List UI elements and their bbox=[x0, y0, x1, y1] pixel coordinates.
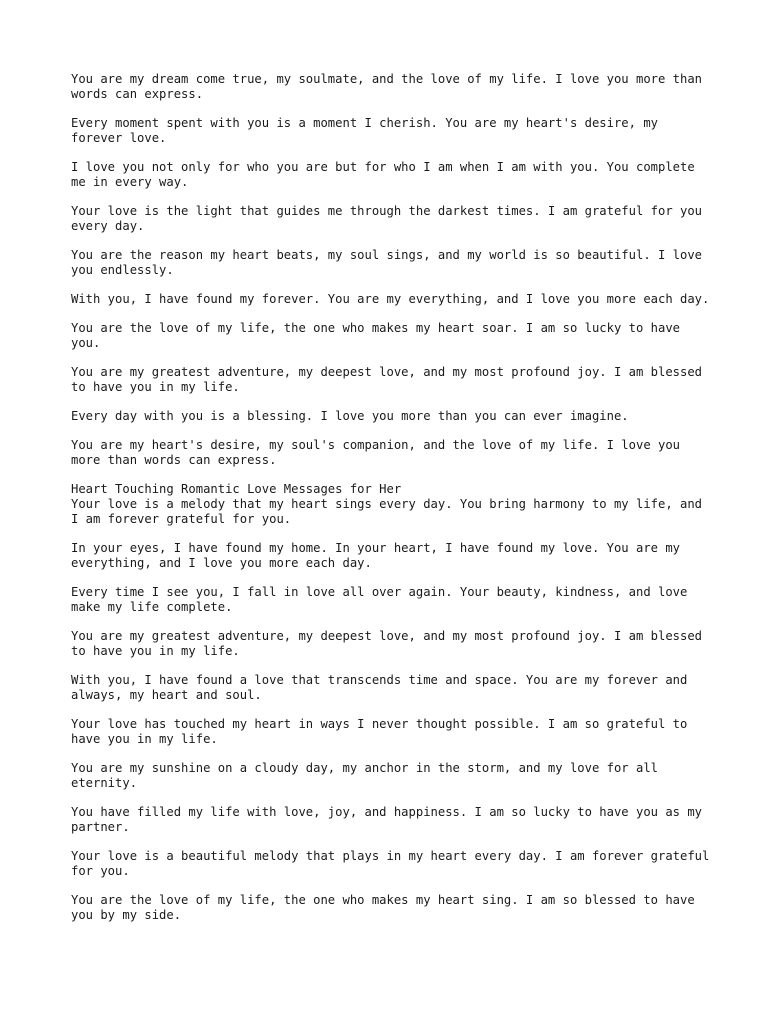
paragraph: Every time I see you, I fall in love all over again. Your beauty, kindness, and love make my life complete. bbox=[71, 585, 688, 614]
paragraph: In your eyes, I have found my home. In your heart, I have found my love. You are my everything, and I love you more each day. bbox=[71, 541, 681, 570]
paragraph: You are the reason my heart beats, my soul sings, and my world is so beautiful. I love you endlessly. bbox=[71, 248, 703, 277]
paragraph: You have filled my life with love, joy, and happiness. I am so lucky to have you as my partner. bbox=[71, 805, 703, 834]
paragraph: With you, I have found a love that transcends time and space. You are my forever and always, my heart and soul. bbox=[71, 673, 688, 702]
section-heading: Heart Touching Romantic Love Messages for Her bbox=[71, 482, 402, 496]
paragraph: You are the love of my life, the one who makes my heart soar. I am so lucky to have you. bbox=[71, 321, 681, 350]
document-page bbox=[71, 72, 711, 937]
paragraph: I love you not only for who you are but for who I am when I am with you. You complete me in every way. bbox=[71, 160, 695, 189]
paragraph: With you, I have found my forever. You are my everything, and I love you more each day. bbox=[71, 292, 710, 306]
paragraph: You are my greatest adventure, my deepest love, and my most profound joy. I am blessed to have you in my life. bbox=[71, 365, 703, 394]
paragraph: Your love has touched my heart in ways I never thought possible. I am so grateful to have you in my life. bbox=[71, 717, 688, 746]
paragraph: Your love is the light that guides me through the darkest times. I am grateful for you every day. bbox=[71, 204, 703, 233]
paragraph: Your love is a melody that my heart sings every day. You bring harmony to my life, and I am forever grateful for you. bbox=[71, 497, 703, 526]
paragraph: Every moment spent with you is a moment I cherish. You are my heart's desire, my forever love. bbox=[71, 116, 658, 145]
paragraph: You are my heart's desire, my soul's companion, and the love of my life. I love you more than words can express. bbox=[71, 438, 681, 467]
paragraph: You are my dream come true, my soulmate, and the love of my life. I love you more than words can express. bbox=[71, 72, 703, 101]
paragraph: Your love is a beautiful melody that plays in my heart every day. I am forever grateful for you. bbox=[71, 849, 710, 878]
paragraph: You are my greatest adventure, my deepest love, and my most profound joy. I am blessed to have you in my life. bbox=[71, 629, 703, 658]
paragraph: Every day with you is a blessing. I love you more than you can ever imagine. bbox=[71, 409, 629, 423]
paragraph: You are the love of my life, the one who makes my heart sing. I am so blessed to have you by my side. bbox=[71, 893, 695, 922]
paragraph: You are my sunshine on a cloudy day, my anchor in the storm, and my love for all eternity. bbox=[71, 761, 658, 790]
